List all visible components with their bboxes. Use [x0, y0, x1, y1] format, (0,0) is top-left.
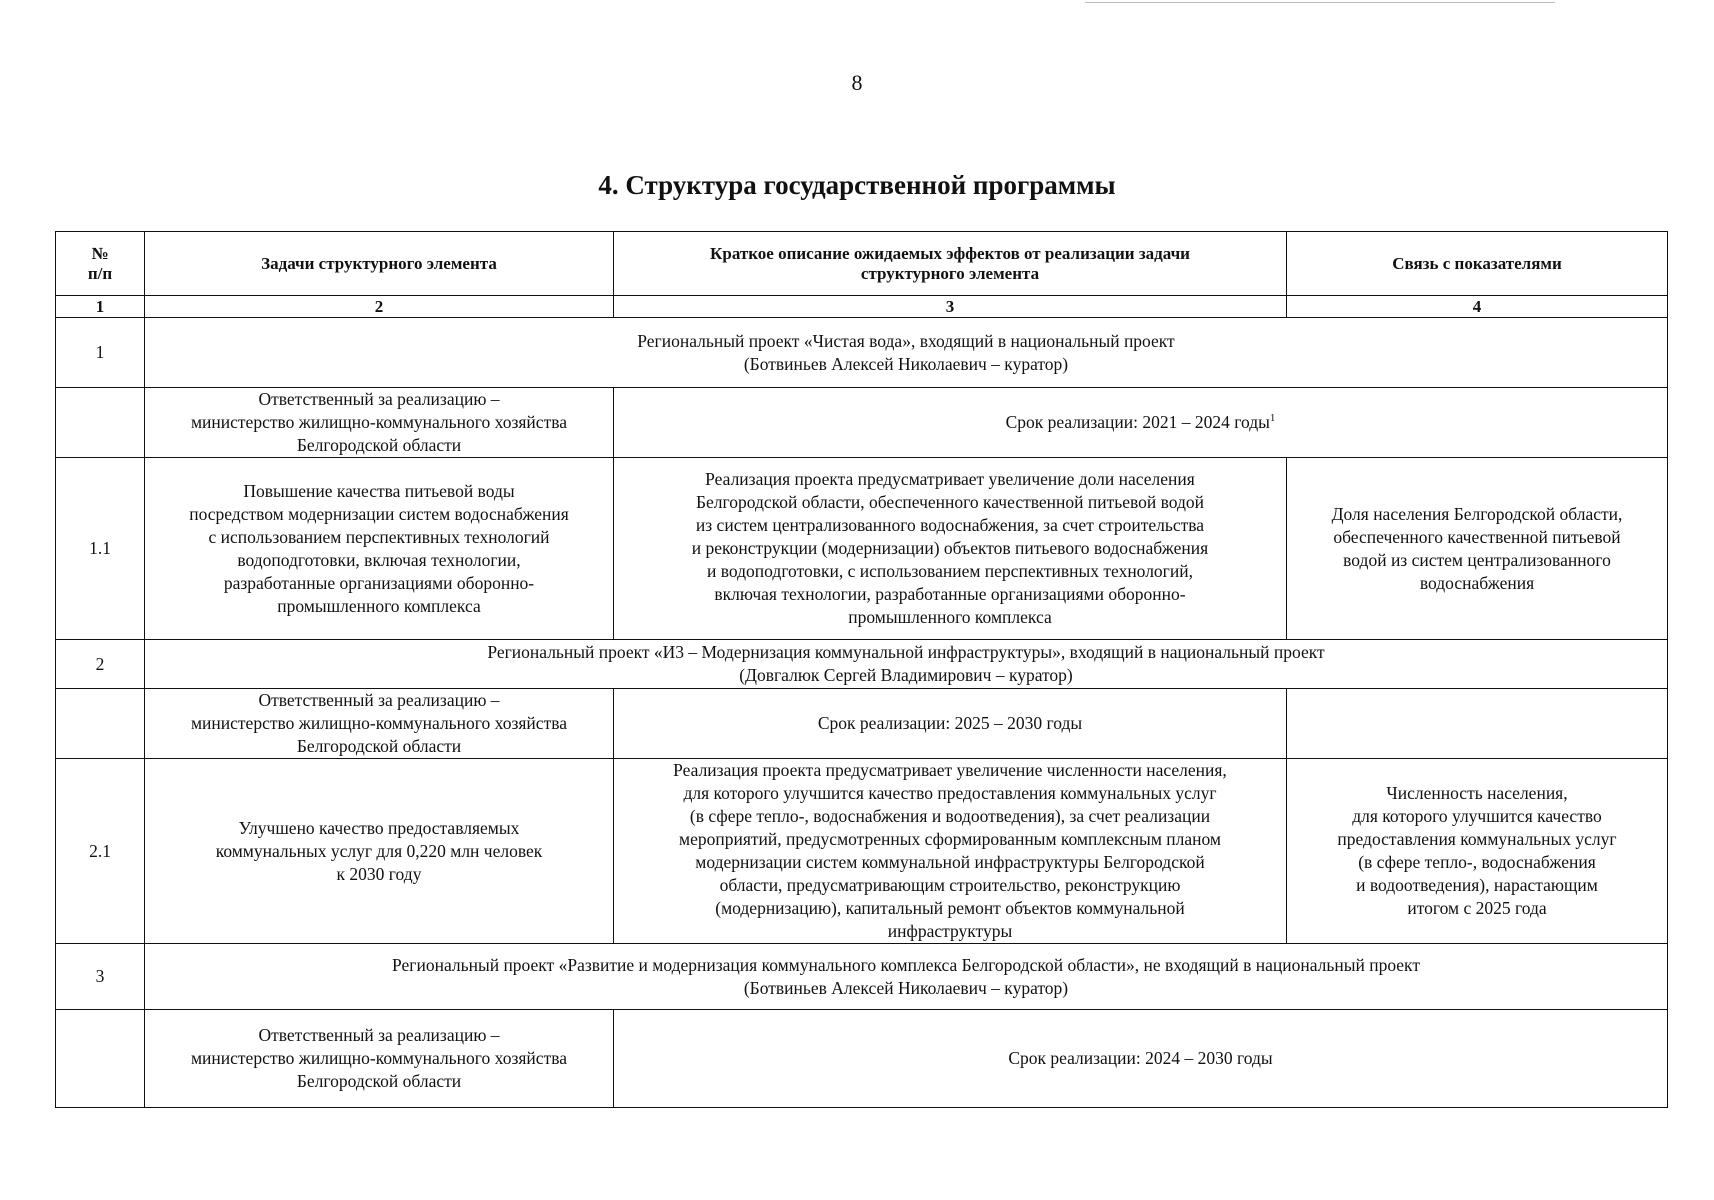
table-row	[56, 944, 1668, 1010]
task-cell: Улучшено качество предоставляемых коммунальных услуг для 0,220 млн человек к 2030 году	[145, 759, 614, 944]
header-number: № п/п	[56, 232, 145, 296]
indicator-cell: Численность населения, для которого улучшится качество предоставления коммунальных услуг (в сфере тепло-, водоснабжения и водоотведения), нарастающим итогом с 2025 года	[1287, 759, 1668, 944]
column-number: 1	[56, 296, 145, 318]
row-number: 3	[56, 944, 145, 1010]
column-number: 3	[614, 296, 1287, 318]
task-cell: Повышение качества питьевой воды посредством модернизации систем водоснабжения с использованием перспективных технологий водоподготовки, включая технологии, разработанные организациями оборонно- промышленного комплекса	[145, 458, 614, 640]
regional-project-title: Региональный проект «Развитие и модернизация коммунального комплекса Белгородской области», не входящий в национальный проект (Ботвиньев Алексей Николаевич – куратор)	[145, 944, 1668, 1010]
term-cell	[614, 388, 1668, 458]
table-row	[56, 759, 1668, 944]
regional-project-title: Региональный проект «Чистая вода», входящий в национальный проект (Ботвиньев Алексей Николаевич – куратор)	[145, 318, 1668, 388]
empty-cell	[56, 1010, 145, 1108]
responsible-cell: Ответственный за реализацию – министерство жилищно-коммунального хозяйства Белгородской области	[145, 689, 614, 759]
column-number: 2	[145, 296, 614, 318]
column-number: 4	[1287, 296, 1668, 318]
term-cell: Срок реализации: 2024 – 2030 годы	[614, 1010, 1668, 1108]
empty-cell	[56, 689, 145, 759]
effect-cell: Реализация проекта предусматривает увеличение доли населения Белгородской области, обеспеченного качественной питьевой водой из систем централизованного водоснабжения, за счет строительства и реконструкции (модернизации) объектов питьевого водоснабжения и водоподготовки, с использованием перспективных технологий, включая технологии, разработанные организациями оборонно- промышленного комплекса	[614, 458, 1287, 640]
table-row	[56, 1010, 1668, 1108]
row-number: 1	[56, 318, 145, 388]
footnote-marker: 1	[1269, 412, 1276, 425]
empty-cell	[56, 388, 145, 458]
row-number: 2.1	[56, 759, 145, 944]
indicator-cell: Доля населения Белгородской области, обеспеченного качественной питьевой водой из систем централизованного водоснабжения	[1287, 458, 1668, 640]
header-effects: Краткое описание ожидаемых эффектов от реализации задачи структурного элемента	[614, 232, 1287, 296]
header-tasks: Задачи структурного элемента	[145, 232, 614, 296]
responsible-cell: Ответственный за реализацию – министерство жилищно-коммунального хозяйства Белгородской области	[145, 388, 614, 458]
table-row	[56, 388, 1668, 458]
column-numbers-row	[56, 296, 1668, 318]
document-title: 4. Структура государственной программы	[598, 170, 1116, 200]
table-row	[56, 458, 1668, 640]
row-number: 1.1	[56, 458, 145, 640]
regional-project-title: Региональный проект «И3 – Модернизация коммунальной инфраструктуры», входящий в национальный проект (Довгалюк Сергей Владимирович – куратор)	[145, 640, 1668, 689]
header-indicators: Связь с показателями	[1287, 232, 1668, 296]
program-structure-table	[55, 231, 1668, 1108]
responsible-cell: Ответственный за реализацию – министерство жилищно-коммунального хозяйства Белгородской области	[145, 1010, 614, 1108]
table-row	[56, 318, 1668, 388]
term-cell: Срок реализации: 2025 – 2030 годы	[614, 689, 1287, 759]
table-header-row	[56, 232, 1668, 296]
table-row	[56, 640, 1668, 689]
table-row	[56, 689, 1668, 759]
effect-cell: Реализация проекта предусматривает увеличение численности населения, для которого улучшится качество предоставления коммунальных услуг (в сфере тепло-, водоснабжения и водоотведения), за счет реализации мероприятий, предусмотренных сформированным комплексным планом модернизации систем коммунальной инфраструктуры Белгородской области, предусматривающим строительство, реконструкцию (модернизацию), капитальный ремонт объектов коммунальной инфраструктуры	[614, 759, 1287, 944]
row-number: 2	[56, 640, 145, 689]
term-text: Срок реализации: 2021 – 2024 годы	[1005, 412, 1270, 432]
empty-cell	[1287, 689, 1668, 759]
top-rule-line	[1085, 2, 1555, 3]
page-number: 8	[851, 70, 863, 95]
